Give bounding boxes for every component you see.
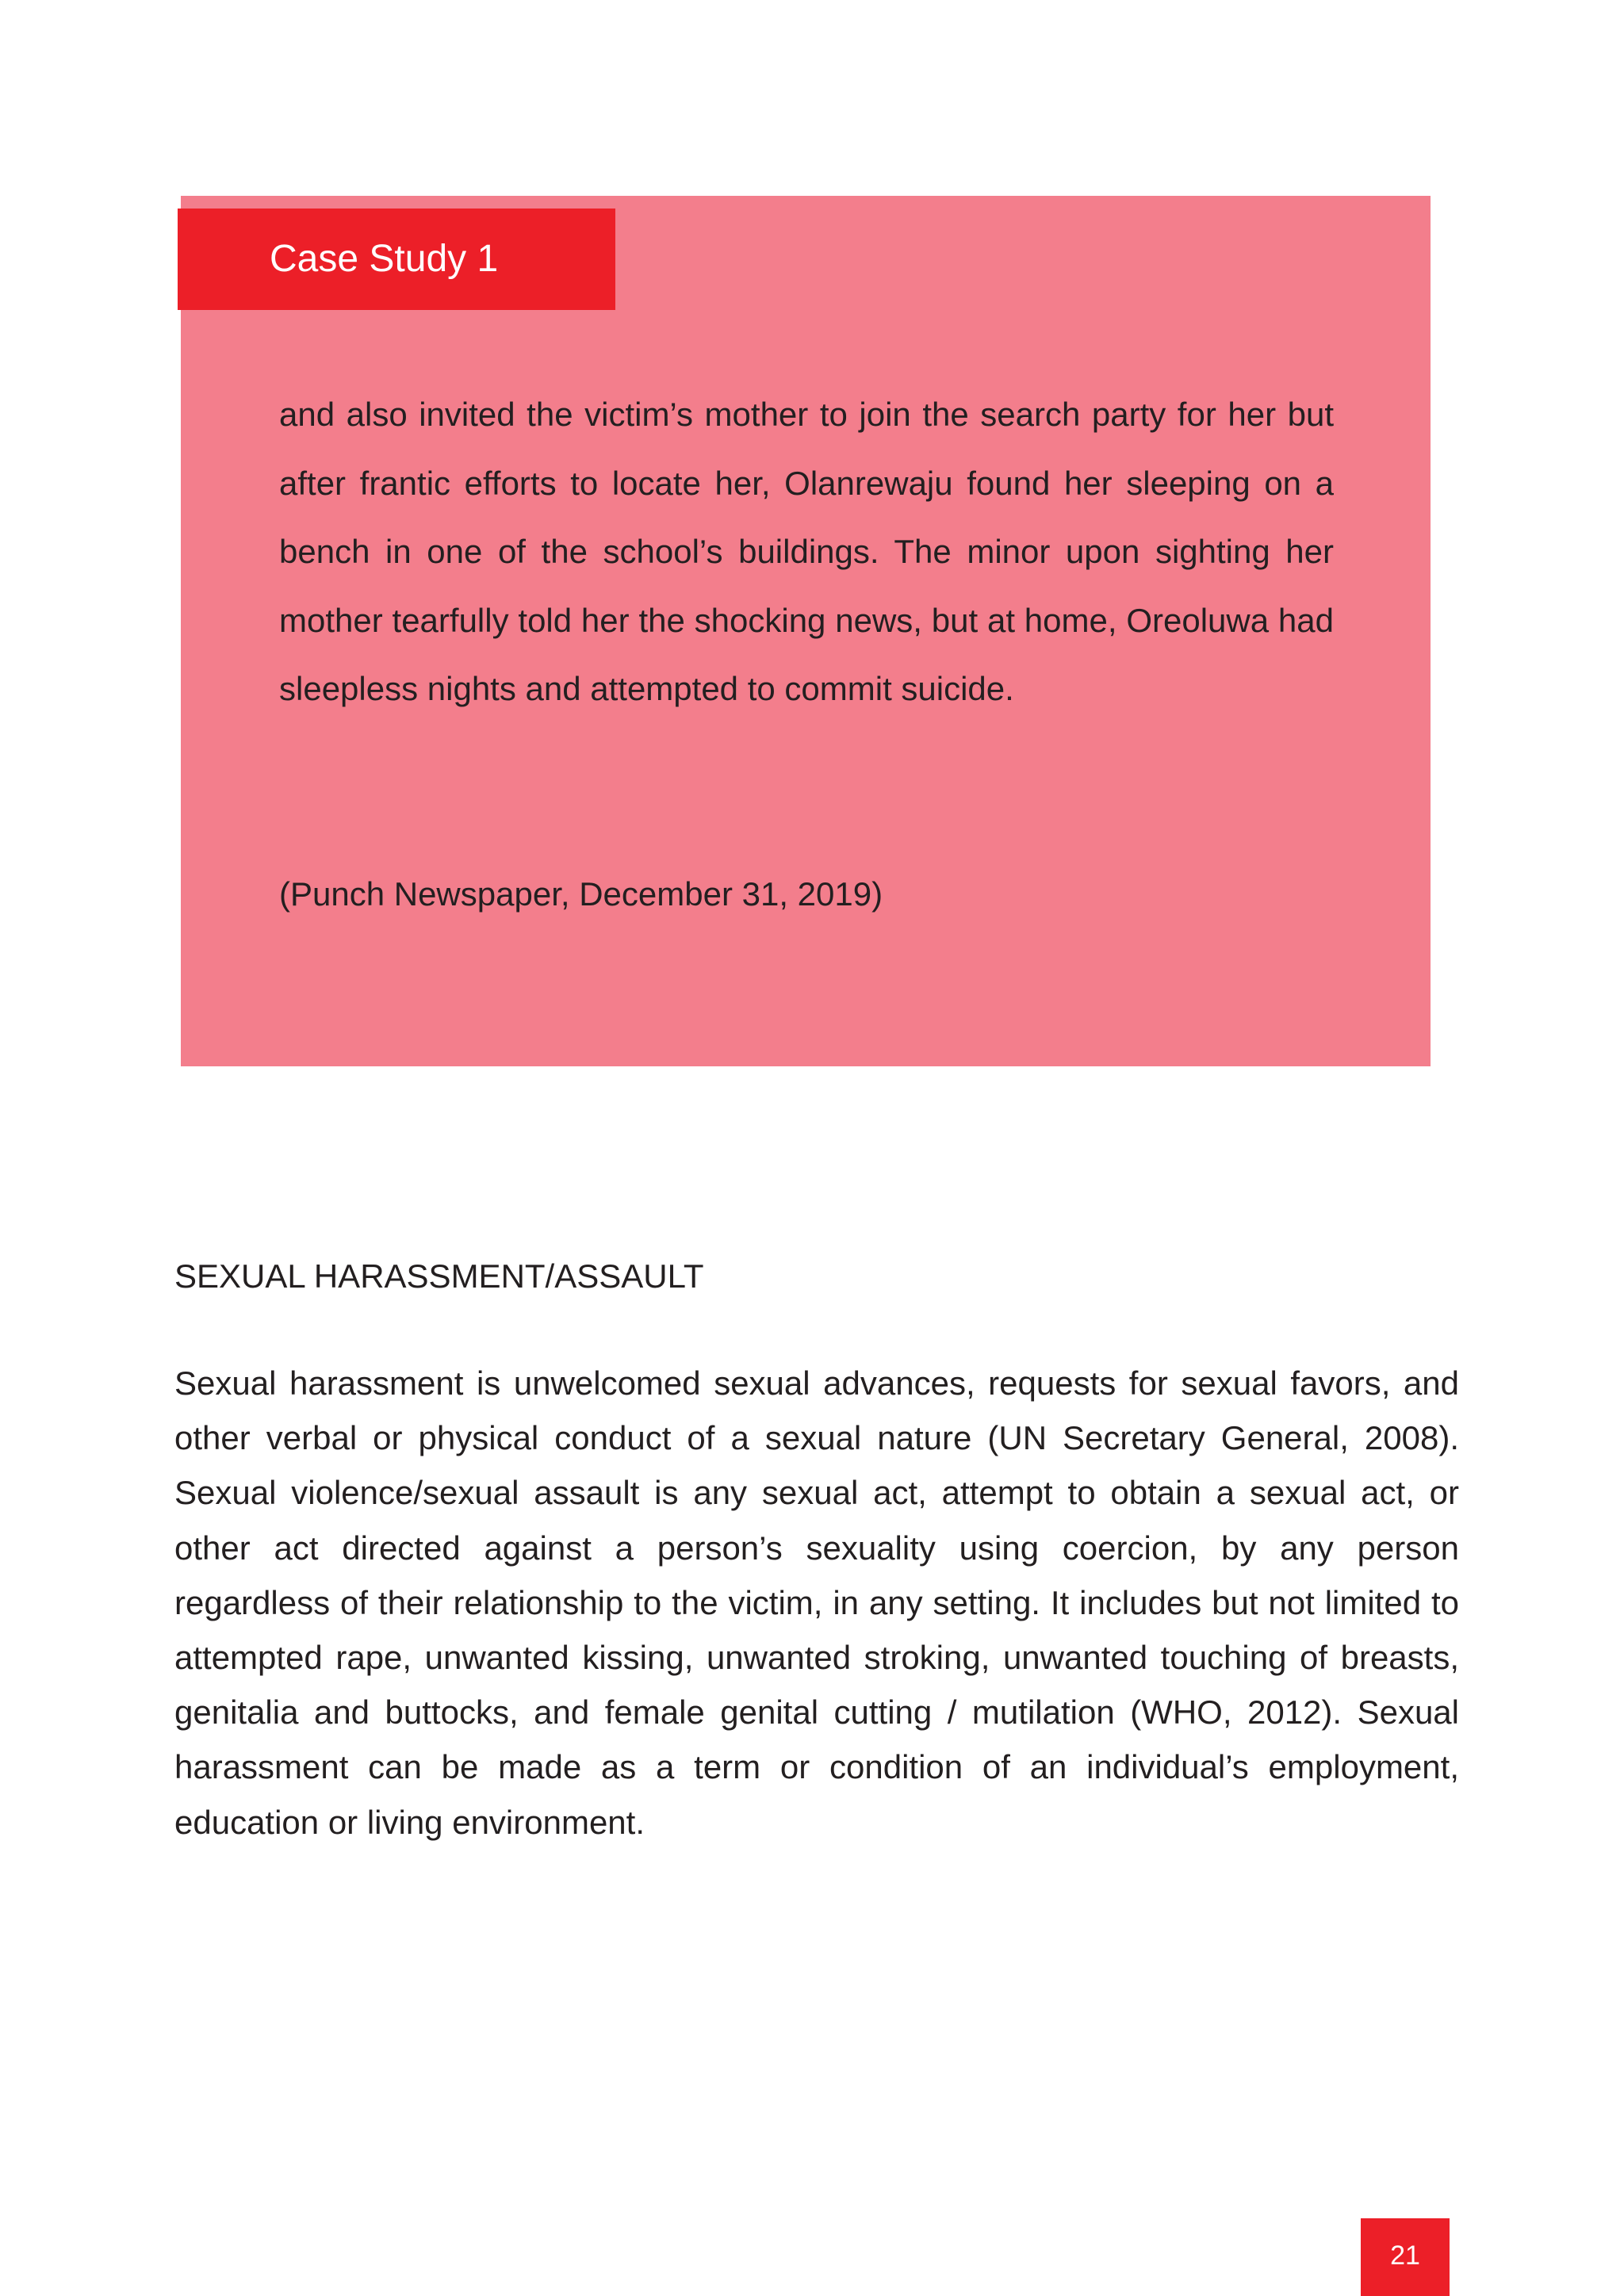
case-study-paragraph: and also invited the victim’s mother to join the search party for her but after frantic efforts to locate her, Olanrewaju found her sleeping on a bench in one of the school’s buildings. The minor upon sighting her mother tearfully told her the shocking news, but at home, Oreoluwa had sleepless nights and attempted to commit suicide. [279, 396, 1334, 707]
section-paragraph: Sexual harassment is unwelcomed sexual advances, requests for sexual favors, and other verbal or physical conduct of a sexual nature (UN Secretary General, 2008). Sexual violence/sexual assault is any sexual act, attempt to obtain a sexual act, or other act directed against a person’s sexuality using coercion, by any person regardless of their relationship to the victim, in any setting. It includes but not limited to attempted rape, unwanted kissing, unwanted stroking, unwanted touching of breasts, genitalia and buttocks, and female genital cutting / mutilation (WHO, 2012). Sexual harassment can be made as a term or condition of an individual’s employment, education or living environment. [174, 1364, 1459, 1841]
section-text [174, 1356, 1459, 1850]
case-study-text [279, 381, 1334, 724]
page-number: 21 [1361, 2218, 1450, 2296]
section-heading: SEXUAL HARASSMENT/ASSAULT [174, 1257, 704, 1295]
case-study-label: Case Study 1 [178, 209, 615, 310]
case-study-source: (Punch Newspaper, December 31, 2019) [279, 875, 883, 913]
